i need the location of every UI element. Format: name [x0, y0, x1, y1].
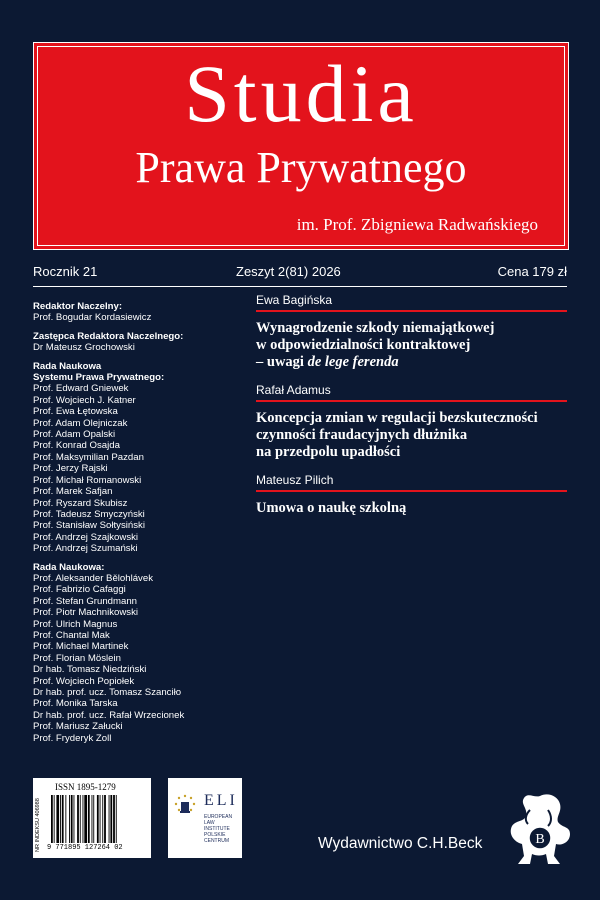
council-member: Prof. Mariusz Załucki [33, 721, 123, 733]
meta-divider [33, 286, 567, 287]
system-council-member: Prof. Maksymilian Pazdan [33, 451, 144, 463]
eli-caption-line: EUROPEAN [204, 814, 233, 820]
system-council-member: Prof. Stanisław Sołtysiński [33, 520, 145, 532]
system-council-member: Prof. Adam Opalski [33, 429, 116, 441]
griffin-logo-icon [500, 790, 575, 870]
eli-caption [204, 814, 232, 844]
price-label: Cena 179 zł [497, 264, 567, 279]
council-member: Dr hab. prof. ucz. Tomasz Szanciło [33, 687, 182, 698]
eli-caption-line: POLSKIE [204, 832, 226, 838]
system-council-member: Prof. Edward Gniewek [33, 383, 129, 395]
journal-dedication: im. Prof. Zbigniewa Radwańskiego [296, 215, 538, 234]
council-member: Prof. Fabrizio Cafaggi [33, 584, 126, 596]
council-member: Prof. Michael Martinek [33, 641, 129, 653]
issn-label: ISSN 1895-1279 [55, 782, 116, 792]
system-council-member: Prof. Tadeusz Smyczyński [33, 508, 145, 520]
article-1 [256, 293, 567, 371]
article-author: Mateusz Pilich [256, 473, 334, 487]
system-council-member: Prof. Konrad Osajda [33, 440, 120, 452]
system-council-heading: Rada Naukowa [33, 360, 102, 372]
system-council-heading-2: Systemu Prawa Prywatnego: [33, 372, 165, 384]
index-number: NR INDEKSU 406988 [35, 798, 41, 852]
barcode-number: 9 771895 127264 02 [47, 844, 123, 852]
system-council-member: Prof. Ryszard Skubisz [33, 497, 128, 509]
journal-title: Studia [184, 48, 418, 139]
article-title-line: Koncepcja zmian w regulacji bezskuteczności [256, 410, 538, 426]
system-council-member: Prof. Adam Olejniczak [33, 417, 128, 429]
journal-subtitle: Prawa Prywatnego [135, 143, 467, 192]
title-panel [33, 42, 569, 250]
system-council-member: Prof. Ewa Łętowska [33, 406, 118, 418]
council-member: Prof. Piotr Machnikowski [33, 607, 139, 619]
deputy-heading: Zastępca Redaktora Naczelnego: [33, 330, 184, 342]
system-council-member: Prof. Marek Safjan [33, 486, 113, 498]
system-council-member: Prof. Michał Romanowski [33, 474, 142, 486]
article-title-prefix: – uwagi [256, 354, 308, 370]
eli-caption-line: LAW [204, 820, 215, 826]
article-title [256, 410, 567, 461]
council-member: Prof. Chantal Mak [33, 629, 110, 641]
council-member: Dr hab. Tomasz Niedziński [33, 664, 147, 676]
article-title [256, 500, 567, 517]
eli-stars-icon [174, 794, 196, 816]
article-title-line: Umowa o naukę szkolną [256, 500, 407, 516]
article-author: Rafał Adamus [256, 383, 331, 397]
system-council-member: Prof. Andrzej Szajkowski [33, 531, 139, 543]
publisher-name: Wydawnictwo C.H.Beck [318, 835, 483, 852]
article-title [256, 320, 567, 371]
council-member: Prof. Monika Tarska [33, 698, 118, 710]
article-title-line: Wynagrodzenie szkody niemajątkowej [256, 320, 495, 336]
barcode-icon [49, 795, 147, 843]
issn-barcode-panel [33, 778, 151, 858]
volume-label: Rocznik 21 [33, 264, 98, 279]
eli-logo [168, 778, 242, 858]
article-author: Ewa Bagińska [256, 293, 333, 307]
article-title-line: w odpowiedzialności kontraktowej [256, 337, 471, 353]
council-member: Dr hab. prof. ucz. Rafał Wrzecionek [33, 709, 185, 721]
editorial-board [33, 301, 223, 751]
council-member: Prof. Ulrich Magnus [33, 618, 118, 630]
article-3 [256, 473, 567, 517]
system-council-member: Prof. Andrzej Szumański [33, 543, 138, 555]
contents-list [256, 293, 567, 529]
council-member: Prof. Florian Möslein [33, 652, 121, 664]
council-member: Prof. Fryderyk Zoll [33, 732, 112, 744]
article-rule [256, 400, 567, 402]
svg-text:B: B [535, 832, 545, 847]
eli-caption-line: CENTRUM [204, 838, 229, 844]
council-list [33, 573, 223, 744]
article-title-line: czynności fraudacyjnych dłużnika [256, 427, 468, 443]
article-rule [256, 490, 567, 492]
system-council-member: Prof. Wojciech J. Katner [33, 394, 136, 406]
deputy-name: Dr Mateusz Grochowski [33, 342, 135, 354]
eli-caption-line: INSTITUTE [204, 826, 230, 832]
article-title-italic: de lege ferenda [307, 354, 399, 370]
council-member: Prof. Aleksander Bělohlávek [33, 572, 153, 584]
article-title-line: na przedpolu upadłości [256, 444, 401, 460]
editor-name: Prof. Bogudar Kordasiewicz [33, 312, 152, 324]
eli-wordmark: ELI [204, 792, 238, 809]
article-title-line [256, 354, 567, 371]
system-council-list [33, 383, 223, 554]
article-2 [256, 383, 567, 461]
council-member: Prof. Stefan Grundmann [33, 595, 137, 607]
system-council-member: Prof. Jerzy Rajski [33, 463, 108, 475]
article-rule [256, 310, 567, 312]
editor-heading: Redaktor Naczelny: [33, 301, 123, 312]
issue-label: Zeszyt 2(81) 2026 [236, 264, 341, 279]
council-heading: Rada Naukowa: [33, 561, 105, 573]
council-member: Prof. Wojciech Popiołek [33, 675, 135, 687]
